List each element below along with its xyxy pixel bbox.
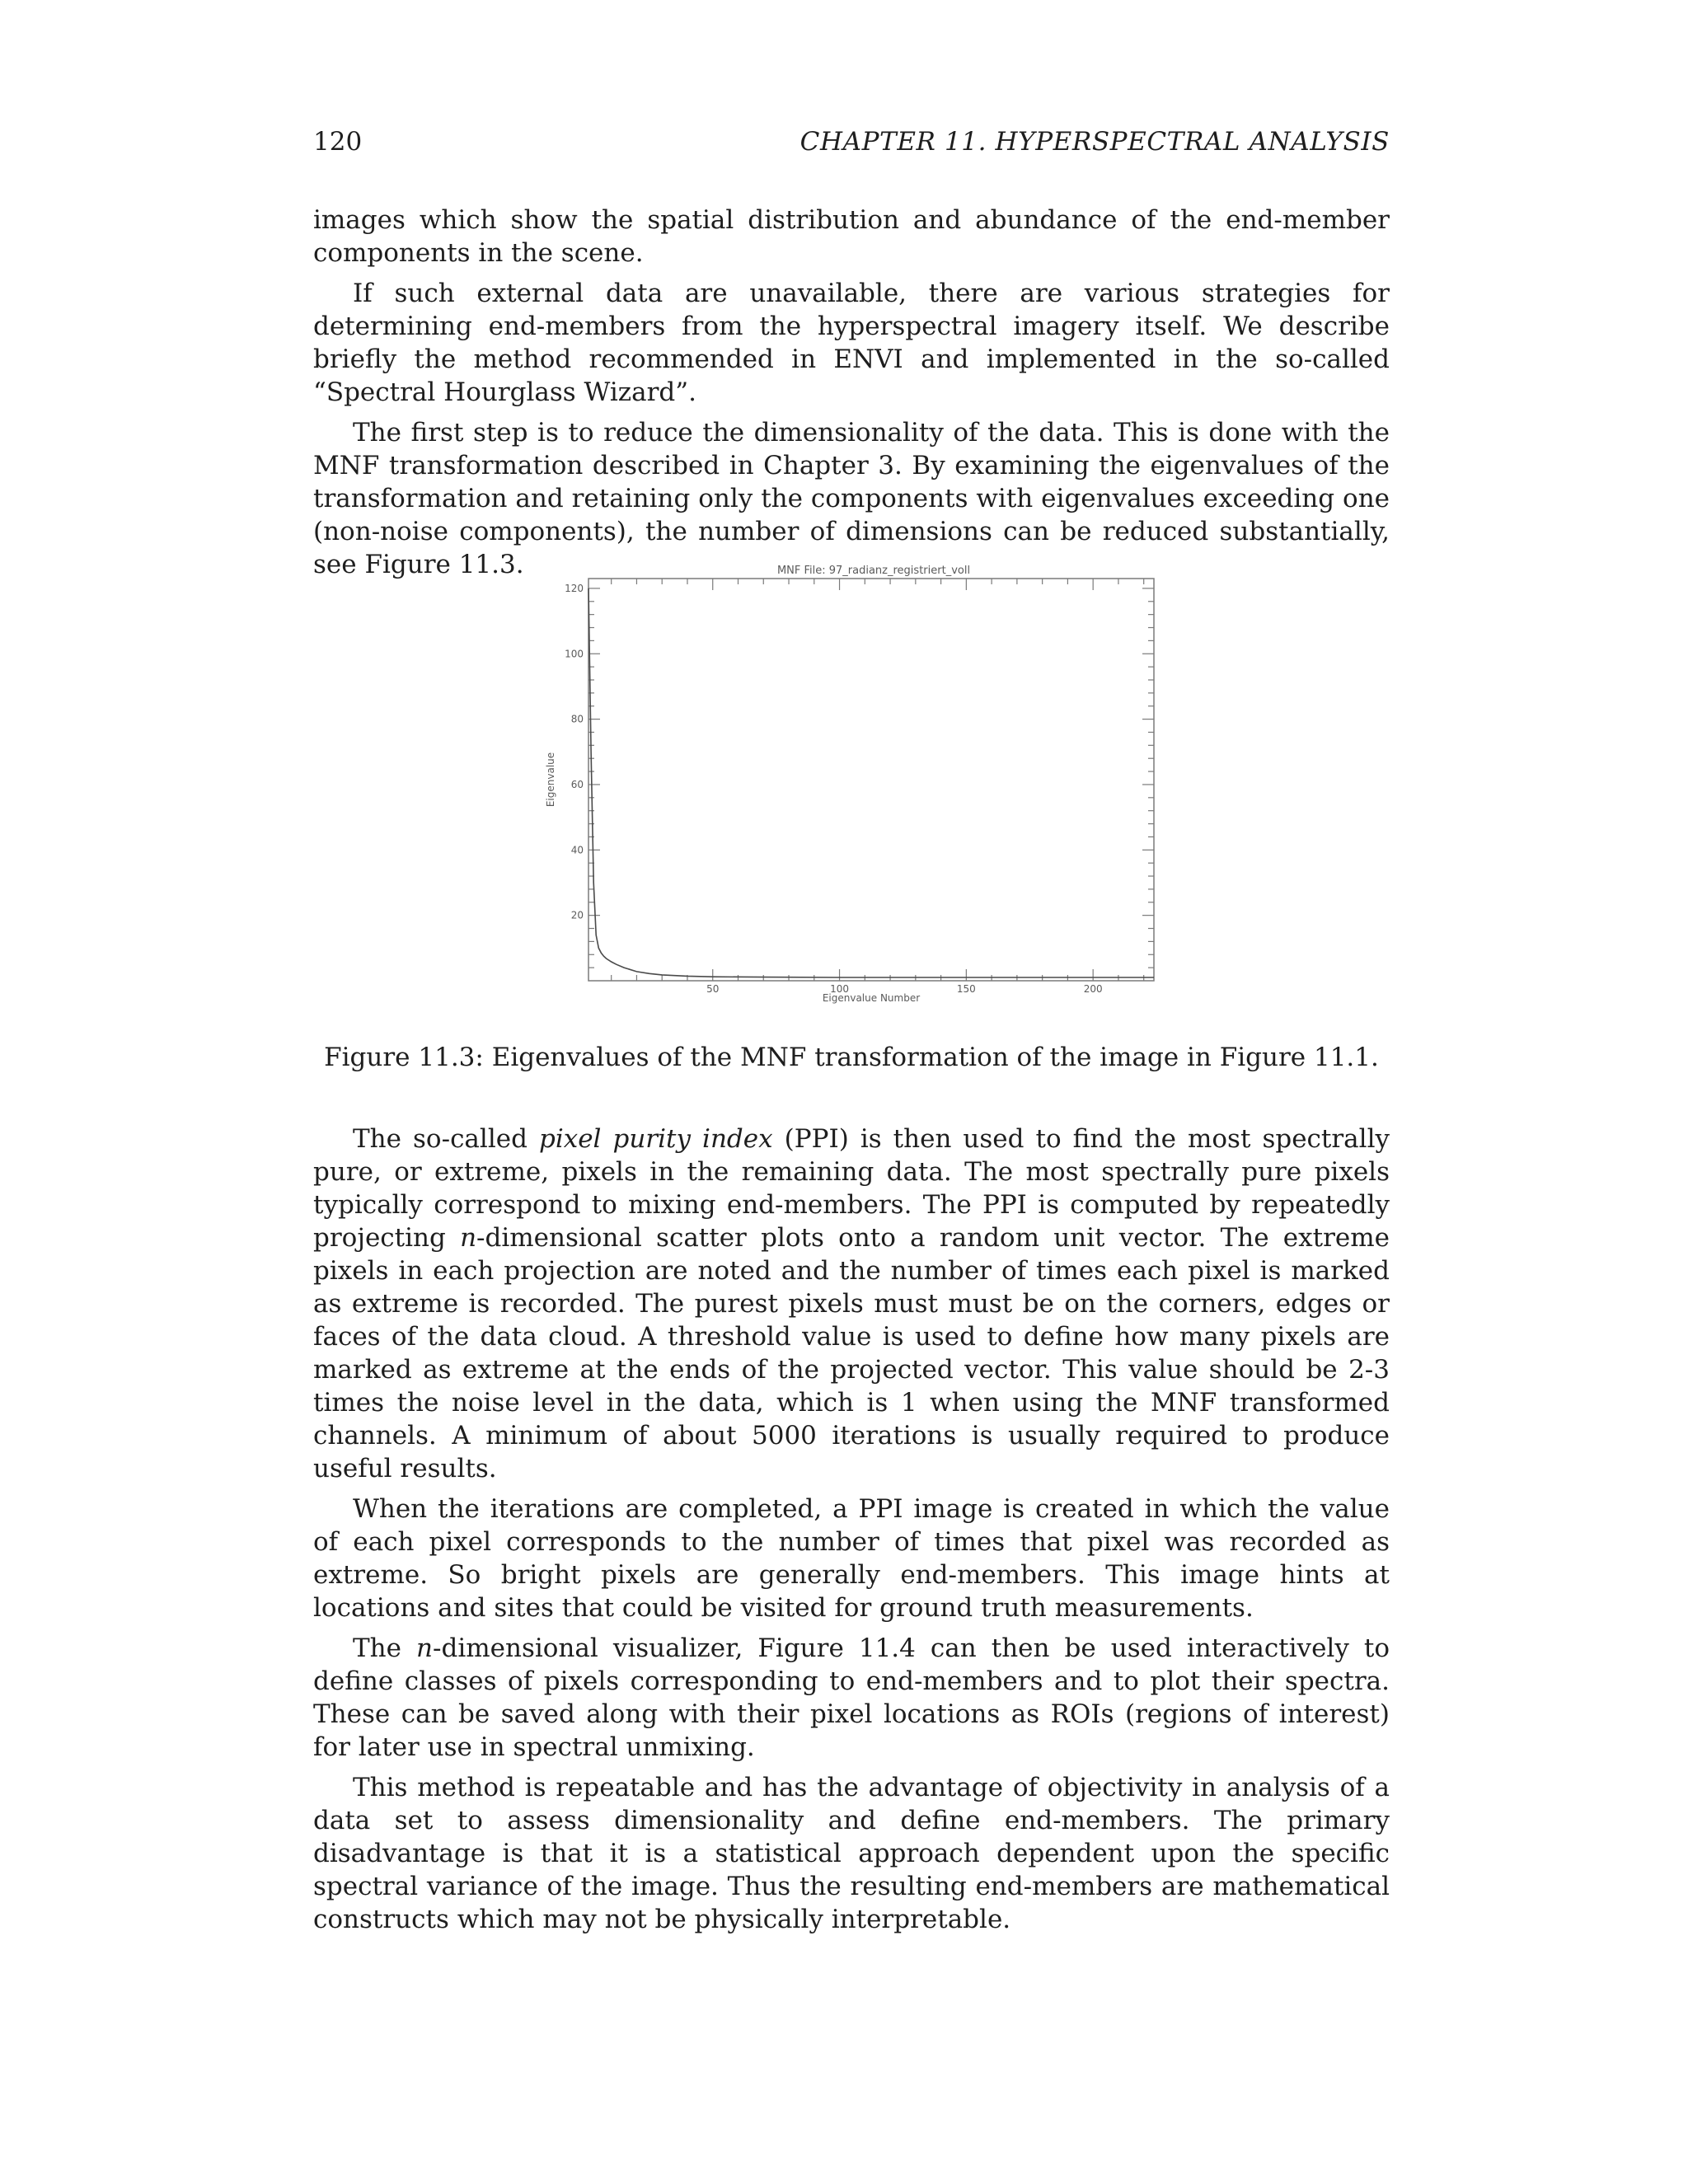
eigenvalue-curve [588, 588, 1154, 977]
figure-11-3 [528, 562, 1170, 1007]
paragraph [313, 1122, 1390, 1485]
x-tick-label: 50 [706, 983, 720, 995]
chart-title: MNF File: 97_radianz_registriert_voll [776, 565, 971, 577]
tick-labels [565, 583, 1103, 995]
x-axis-label: Eigenvalue Number [822, 992, 921, 1004]
x-tick-label: 150 [956, 983, 976, 995]
italic-term: pixel purity index [538, 1124, 773, 1154]
text-span: -dimensional scatter plots onto a random unit vector. The extreme pixels in each projection are noted and the number of times each pixel is marked as extreme is recorded. The purest pixels must must be on the corners, edges or faces of the data cloud. A threshold value is used to define how many pixels are marked as extreme at the ends of the projected vector. This value should be 2-3 times the noise level in the data, which is 1 when using the MNF transformed channels. A minimum of about 5000 iterations is usually required to produce useful results. [313, 1223, 1390, 1483]
y-tick-label: 20 [570, 909, 584, 921]
paragraph [313, 1632, 1390, 1764]
eigenvalue-chart [528, 562, 1170, 1007]
text-block-top [313, 204, 1390, 581]
chapter-title: CHAPTER 11. HYPERSPECTRAL ANALYSIS [799, 127, 1390, 157]
text-span: -dimensional visualizer, Figure 11.4 can then be used interactively to define classes of pixels corresponding to end-members and to plot their spectra. These can be saved along with their pixel locations as ROIs (regions of interest) for later use in spectral unmixing. [313, 1633, 1390, 1762]
paragraph: The first step is to reduce the dimensionality of the data. This is done with the MNF transformation described in Chapter 3. By examining the eigenvalues of the transformation and retaining only the components with eigenvalues exceeding one (non-noise components), the number of dimensions can be reduced substantially, see Figure 11.3. [313, 418, 1390, 579]
paragraph: When the iterations are completed, a PPI image is created in which the value of each pixel corresponds to the number of times that pixel was recorded as extreme. So bright pixels are generally end-members. This image hints at locations and sites that could be visited for ground truth measurements. [313, 1494, 1390, 1623]
text-span: The so-called [353, 1124, 539, 1154]
running-head [313, 127, 1390, 163]
plot-frame [588, 579, 1154, 981]
y-axis-label: Eigenvalue [545, 752, 556, 808]
y-tick-label: 40 [570, 844, 584, 856]
y-tick-label: 100 [565, 648, 584, 660]
math-variable: n [416, 1633, 433, 1663]
y-tick-label: 120 [565, 582, 584, 594]
y-tick-label: 80 [570, 713, 584, 725]
page-number: 120 [313, 127, 363, 157]
tick-marks [588, 579, 1154, 981]
y-tick-label: 60 [570, 778, 584, 790]
paragraph: images which show the spatial distribution and abundance of the end-member components in the scene. [313, 205, 1390, 268]
paragraph: If such external data are unavailable, there are various strategies for determining end-members from the hyperspectral imagery itself. We describe briefly the method recommended in ENVI and implemented in the so-called “Spectral Hourglass Wizard”. [313, 279, 1390, 407]
paragraph: This method is repeatable and has the advantage of objectivity in analysis of a data set to assess dimensionality and define end-members. The primary disadvantage is that it is a statistical approach dependent upon the specific spectral variance of the image. Thus the resulting end-members are mathematical constructs which may not be physically interpretable. [313, 1773, 1390, 1934]
math-variable: n [460, 1223, 477, 1253]
figure-caption: Figure 11.3: Eigenvalues of the MNF transformation of the image in Figure 11.1. [324, 1043, 1379, 1072]
x-tick-label: 100 [830, 983, 850, 995]
text-span: The [353, 1633, 417, 1663]
x-tick-label: 200 [1083, 983, 1103, 995]
text-block-bottom [313, 1122, 1390, 1936]
text-span: (PPI) is then used to find the most spectrally pure, or extreme, pixels in the remaining data. The most spectrally pure pixels typically correspond to mixing end-members. The PPI is computed by repeatedly projecting [313, 1124, 1390, 1253]
